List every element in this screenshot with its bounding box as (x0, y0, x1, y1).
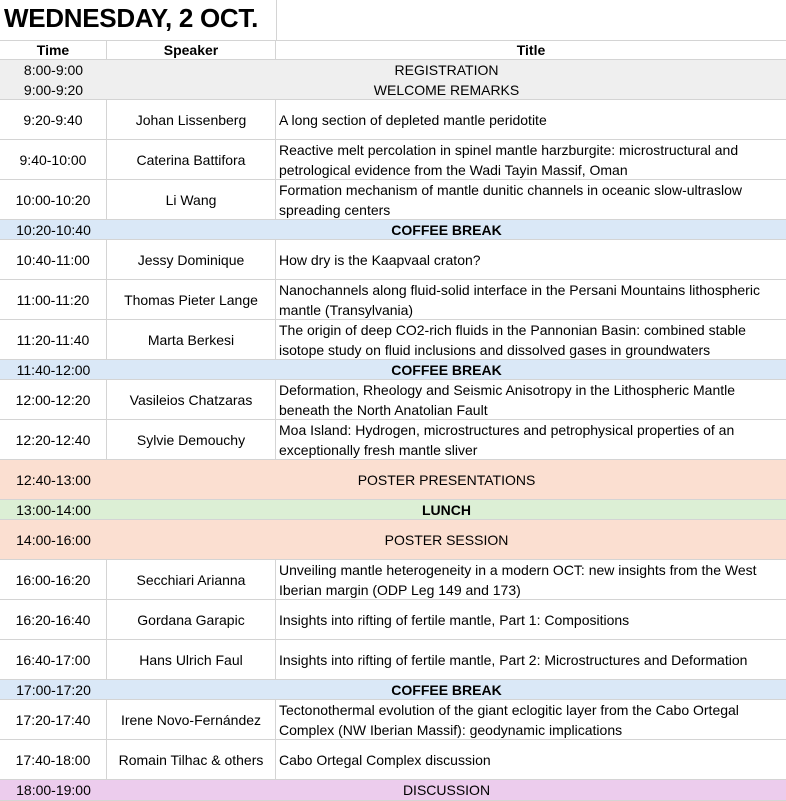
title-line: Cabo Ortegal Complex discussion (279, 751, 491, 768)
speaker-cell: Jessy Dominique (107, 240, 276, 279)
title-lines (279, 650, 747, 670)
time-cell: 17:40-18:00 (0, 740, 107, 779)
title-lines (279, 280, 760, 320)
talk-row (0, 560, 786, 600)
title-cell (276, 180, 786, 219)
talk-row (0, 380, 786, 420)
talk-row (0, 180, 786, 220)
speaker-cell: Johan Lissenberg (107, 100, 276, 139)
speaker-header: Speaker (107, 41, 276, 59)
event-row (0, 680, 786, 700)
title-cell (276, 740, 786, 779)
title-line: Complex (NW Iberian Massif): geodynamic implications (279, 721, 623, 738)
title-line: Deformation, Rheology and Seismic Anisotropy in the Lithospheric Mantle (279, 381, 736, 398)
talk-row (0, 240, 786, 280)
event-row (0, 520, 786, 560)
title-line: How dry is the Kaapvaal craton? (279, 251, 481, 268)
title-line: Reactive melt percolation in spinel mantle harzburgite: microstructural and (279, 141, 739, 158)
title-divider (276, 0, 277, 40)
title-lines (279, 180, 742, 220)
title-cell (276, 140, 786, 179)
speaker-cell: Vasileios Chatzaras (107, 380, 276, 419)
event-label: LUNCH (422, 501, 471, 518)
time-cell: 17:20-17:40 (0, 700, 107, 739)
talk-row (0, 320, 786, 360)
event-row (0, 360, 786, 380)
time-cell: 10:20-10:40 (16, 221, 91, 238)
event-label: POSTER PRESENTATIONS (357, 471, 536, 488)
speaker-cell: Irene Novo-Fernández (107, 700, 276, 739)
title-line: Insights into rifting of fertile mantle, Part 2: Microstructures and Deformation (279, 651, 748, 668)
title-line: beneath the North Anatolian Fault (279, 401, 488, 418)
title-lines (279, 110, 547, 130)
header-row (0, 40, 786, 60)
title-cell (276, 320, 786, 359)
title-lines (279, 560, 757, 600)
title-line: Tectonothermal evolution of the giant eclogitic layer from the Cabo Ortegal (279, 701, 739, 718)
speaker-cell: Marta Berkesi (107, 320, 276, 359)
speaker-cell: Li Wang (107, 180, 276, 219)
time-cell: 17:00-17:20 (16, 681, 91, 698)
title-line: Insights into rifting of fertile mantle, Part 1: Compositions (279, 611, 630, 628)
title-cell (276, 420, 786, 459)
time-cell: 10:40-11:00 (0, 240, 107, 279)
event-row (0, 500, 786, 520)
time-cell: 11:40-12:00 (16, 361, 91, 378)
time-cell: 12:40-13:00 (16, 471, 91, 488)
talk-row (0, 100, 786, 140)
time-cell: 12:00-12:20 (0, 380, 107, 419)
talk-row (0, 280, 786, 320)
talk-row (0, 700, 786, 740)
title-line: petrological evidence from the Wadi Tayin Massif, Oman (279, 161, 628, 178)
event-label: COFFEE BREAK (391, 221, 502, 238)
title-header: Title (516, 42, 546, 58)
talk-row (0, 140, 786, 180)
title-cell (276, 600, 786, 639)
event-label: POSTER SESSION (384, 531, 509, 548)
time-cell: 16:20-16:40 (0, 600, 107, 639)
talk-row (0, 740, 786, 780)
event-label: WELCOME REMARKS (373, 81, 520, 98)
title-line: Unveiling mantle heterogeneity in a modern OCT: new insights from the West (279, 561, 757, 578)
time-cell (0, 60, 107, 99)
time-cell: 10:00-10:20 (0, 180, 107, 219)
time-value: 9:00-9:20 (23, 81, 84, 98)
time-cell: 18:00-19:00 (16, 782, 91, 798)
title-line: The origin of deep CO2-rich fluids in the Pannonian Basin: combined stable (279, 321, 746, 338)
event-row (0, 460, 786, 500)
title-cell (276, 100, 786, 139)
title-lines (279, 140, 738, 180)
day-title: WEDNESDAY, 2 OCT. (4, 3, 258, 33)
title-line: Formation mechanism of mantle dunitic channels in oceanic slow-ultraslow (279, 181, 742, 198)
event-row (0, 780, 786, 801)
time-header: Time (0, 41, 107, 59)
speaker-cell: Gordana Garapic (107, 600, 276, 639)
title-line: mantle (Transylvania) (279, 301, 414, 318)
title-line: Moa Island: Hydrogen, microstructures and petrophysical properties of an (279, 421, 735, 438)
time-cell: 12:20-12:40 (0, 420, 107, 459)
title-cell (276, 640, 786, 679)
time-cell: 14:00-16:00 (16, 531, 91, 548)
title-lines (279, 750, 491, 770)
talk-row (0, 640, 786, 680)
event-label: DISCUSSION (402, 782, 491, 798)
title-line: A long section of depleted mantle peridotite (279, 111, 547, 128)
title-line: Iberian margin (ODP Leg 149 and 173) (279, 581, 521, 598)
title-lines (279, 250, 481, 270)
title-line: spreading centers (279, 201, 391, 218)
speaker-cell: Hans Ulrich Faul (107, 640, 276, 679)
title-cell (276, 240, 786, 279)
title-lines (279, 380, 735, 420)
event-label: COFFEE BREAK (391, 681, 502, 698)
event-label: COFFEE BREAK (391, 361, 502, 378)
title-cell (276, 380, 786, 419)
time-cell: 13:00-14:00 (16, 501, 91, 518)
talk-row (0, 420, 786, 460)
title-lines (279, 610, 629, 630)
title-line: exceptionally fresh mantle sliver (279, 441, 478, 458)
title-cell (276, 280, 786, 319)
title-line: isotope study on fluid inclusions and dissolved gases in groundwaters (279, 341, 711, 358)
time-cell: 9:40-10:00 (0, 140, 107, 179)
event-label: REGISTRATION (394, 61, 499, 78)
time-cell: 9:20-9:40 (0, 100, 107, 139)
speaker-cell: Romain Tilhac & others (107, 740, 276, 779)
event-row (0, 220, 786, 240)
title-line: Nanochannels along fluid-solid interface in the Persani Mountains lithospheric (279, 281, 760, 298)
time-cell: 16:40-17:00 (0, 640, 107, 679)
time-cell: 11:20-11:40 (0, 320, 107, 359)
time-value: 8:00-9:00 (23, 61, 84, 78)
title-cell (276, 560, 786, 599)
time-cell: 11:00-11:20 (0, 280, 107, 319)
title-row (0, 0, 786, 40)
talk-row (0, 600, 786, 640)
speaker-cell: Thomas Pieter Lange (107, 280, 276, 319)
speaker-cell: Caterina Battifora (107, 140, 276, 179)
title-cell (276, 700, 786, 739)
title-lines (279, 320, 746, 360)
time-cell: 16:00-16:20 (0, 560, 107, 599)
event-cell (107, 60, 786, 99)
speaker-cell: Secchiari Arianna (107, 560, 276, 599)
title-lines (279, 420, 734, 460)
speaker-cell: Sylvie Demouchy (107, 420, 276, 459)
event-row (0, 60, 786, 100)
title-lines (279, 700, 739, 740)
